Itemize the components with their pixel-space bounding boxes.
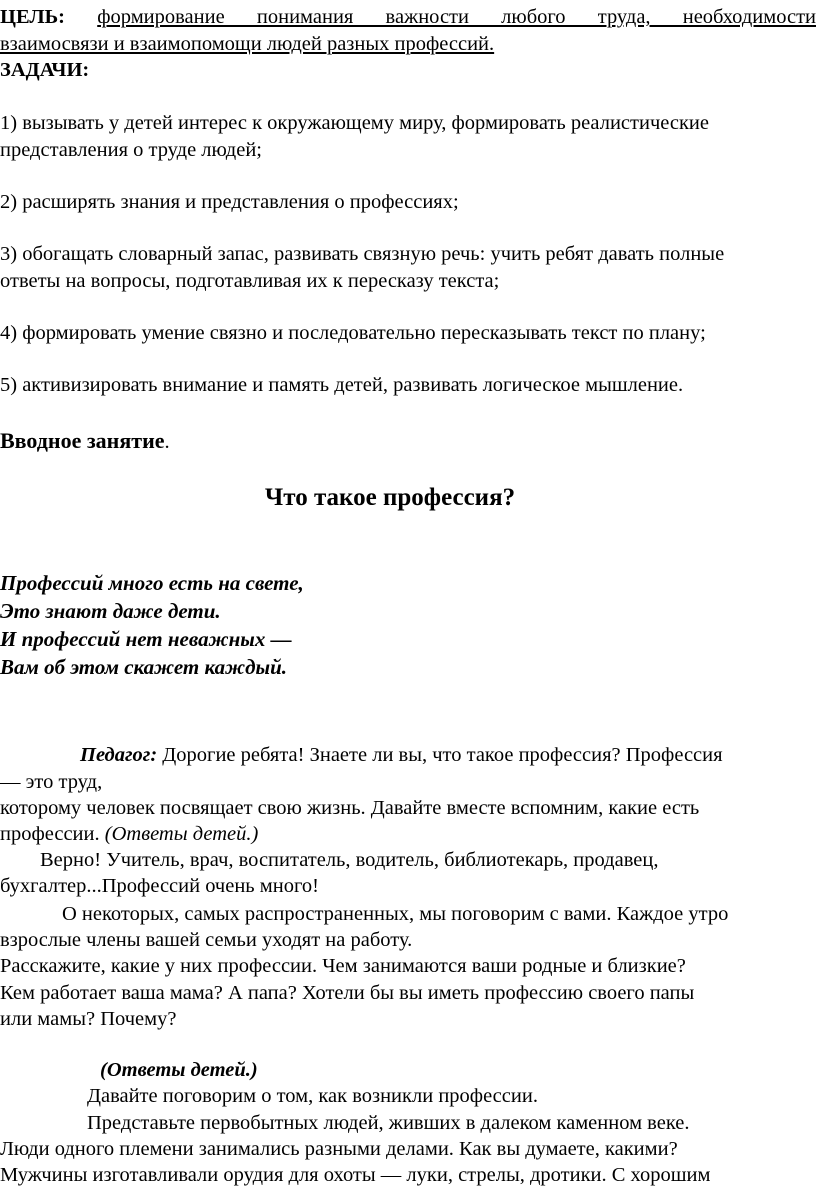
goal-label: ЦЕЛЬ: (0, 6, 66, 28)
body-p3-line-4: Кем работает ваша мама? А папа? Хотели бы вы иметь профессию своего папы (0, 982, 695, 1004)
goal-line-2 (0, 31, 494, 57)
answers-note-inline: (Ответы детей.) (104, 823, 259, 845)
body-p4: Давайте поговорим о том, как возникли профессии. (87, 1085, 538, 1107)
intro-heading-text: Вводное занятие (0, 428, 165, 453)
task-1-line-1: 1) вызывать у детей интерес к окружающему миру, формировать реалистические (0, 112, 709, 134)
body-p1-text-4: профессии. (0, 823, 105, 845)
body-p5-line-3: Мужчины изготавливали орудия для охоты — луки, стрелы, дротики. С хорошим (0, 1164, 711, 1186)
body-p1-line-3: которому человек посвящает свою жизнь. Давайте вместе вспомним, какие есть (0, 797, 700, 819)
intro-heading-dot: . (164, 431, 170, 453)
poem-line-4: Вам об этом скажет каждый. (0, 655, 288, 679)
body-p2-line-2: бухгалтер...Профессий очень много! (0, 875, 319, 897)
intro-heading (0, 428, 170, 455)
tasks-heading: ЗАДАЧИ: (0, 59, 90, 81)
goal-text-2: взаимосвязи и взаимопомощи людей разных профессий. (0, 33, 495, 55)
task-3-line-2: ответы на вопросы, подготавливая их к пересказу текста; (0, 270, 500, 292)
task-1-line-2: представления о труде людей; (0, 139, 262, 161)
body-p3-line-5: или мамы? Почему? (0, 1008, 177, 1030)
answers-note: (Ответы детей.) (100, 1059, 258, 1081)
task-4: 4) формировать умение связно и последовательно пересказывать текст по плану; (0, 322, 706, 344)
body-p5-line-1: Представьте первобытных людей, живших в далеком каменном веке. (87, 1112, 690, 1134)
body-p5-line-2: Люди одного племени занимались разными делами. Как вы думаете, какими? (0, 1138, 678, 1160)
goal-text-1: формирование понимания важности любого труда, необходимости (97, 6, 816, 28)
task-5: 5) активизировать внимание и память детей, развивать логическое мышление. (0, 374, 684, 396)
task-3-line-1: 3) обогащать словарный запас, развивать связную речь: учить ребят давать полные (0, 243, 725, 265)
body-p1-line-4 (0, 821, 258, 847)
body-p1-text-1: Дорогие ребята! Знаете ли вы, что такое профессия? Профессия (157, 744, 723, 766)
poem-line-1: Профессий много есть на свете, (0, 571, 304, 595)
body-p1-line-2: — это труд, (0, 771, 103, 793)
goal-line-1 (0, 4, 816, 30)
poem-line-2: Это знают даже дети. (0, 599, 221, 623)
body-p2-line-1: Верно! Учитель, врач, воспитатель, водитель, библиотекарь, продавец, (40, 849, 659, 871)
body-p1-line-1 (80, 742, 723, 768)
body-p3-line-3: Расскажите, какие у них профессии. Чем занимаются ваши родные и близкие? (0, 955, 686, 977)
body-p3-line-1: О некоторых, самых распространенных, мы поговорим с вами. Каждое утро (62, 903, 729, 925)
speaker-label: Педагог: (80, 744, 158, 766)
task-2: 2) расширять знания и представления о профессиях; (0, 191, 459, 213)
page-title: Что такое профессия? (264, 484, 516, 511)
body-p3-line-2: взрослые члены вашей семьи уходят на работу. (0, 929, 413, 951)
poem-line-3: И профессий нет неважных — (0, 627, 292, 651)
